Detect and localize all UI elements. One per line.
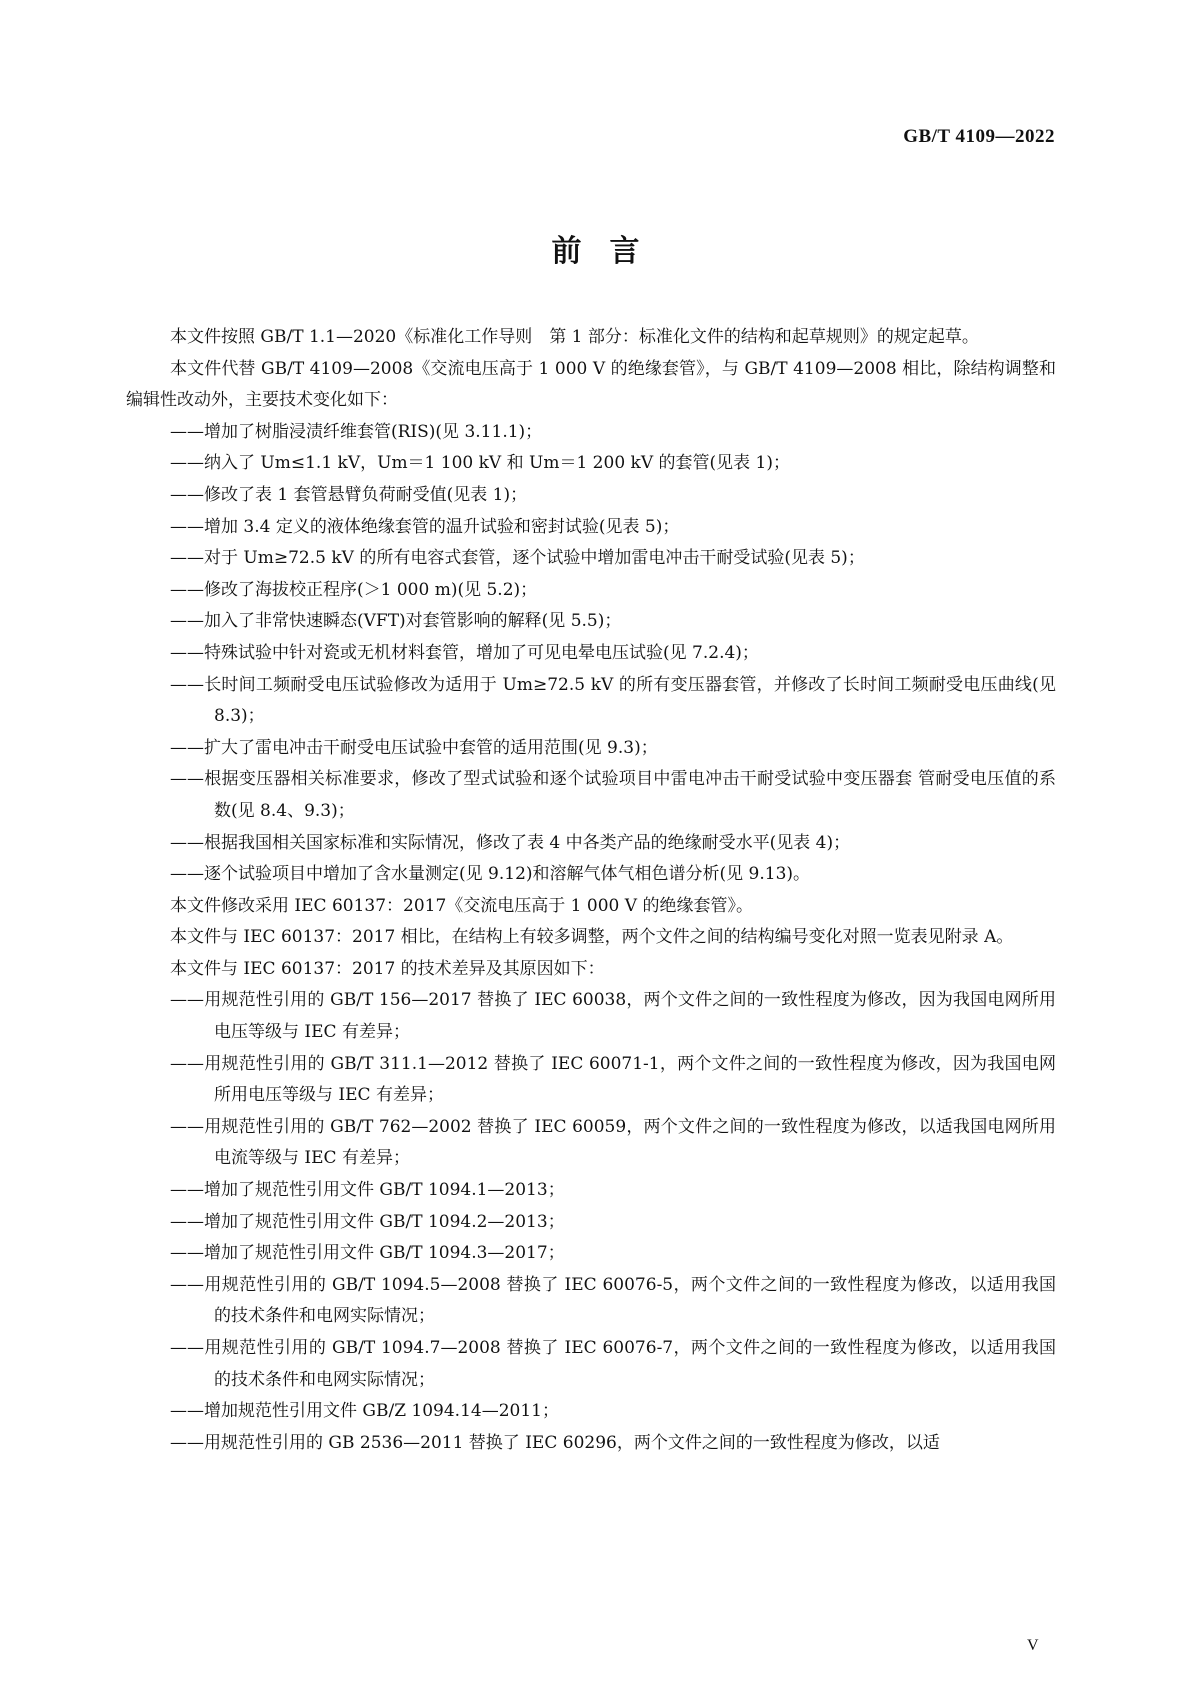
list-item: ——增加规范性引用文件 GB/Z 1094.14—2011； bbox=[170, 1401, 559, 1422]
list-item: ——增加了树脂浸渍纤维套管(RIS)(见 3.11.1)； bbox=[170, 421, 543, 442]
list-item: ——纳入了 Um≤1.1 kV，Um＝1 100 kV 和 Um＝1 200 kV 的套管(见表 1)； bbox=[170, 453, 791, 474]
list-item: ——根据变压器相关标准要求，修改了型式试验和逐个试验项目中雷电冲击干耐受试验中变压器套 管耐受电压值的系数(见 8.4、9.3)； bbox=[170, 769, 1056, 821]
list-item: ——用规范性引用的 GB/T 1094.7—2008 替换了 IEC 60076-7，两个文件之间的一致性程度为修改，以适用我国的技术条件和电网实际情况； bbox=[170, 1338, 1056, 1390]
paragraph: 本文件按照 GB/T 1.1—2020《标准化工作导则 第 1 部分：标准化文件的结构和起草规则》的规定起草。 bbox=[170, 327, 979, 347]
list-item: ——增加 3.4 定义的液体绝缘套管的温升试验和密封试验(见表 5)； bbox=[170, 516, 680, 537]
list-item: ——用规范性引用的 GB/T 156—2017 替换了 IEC 60038，两个文件之间的一致性程度为修改，因为我国电网所用电压等级与 IEC 有差异； bbox=[170, 990, 1056, 1043]
list-item: ——用规范性引用的 GB 2536—2011 替换了 IEC 60296，两个文件之间的一致性程度为修改，以适 bbox=[170, 1432, 940, 1453]
list-item: ——加入了非常快速瞬态(VFT)对套管影响的解释(见 5.5)； bbox=[170, 611, 622, 632]
page-number: V bbox=[1027, 1637, 1039, 1654]
paragraph: 本文件与 IEC 60137：2017 的技术差异及其原因如下： bbox=[170, 958, 605, 979]
list-item: ——增加了规范性引用文件 GB/T 1094.1—2013； bbox=[170, 1180, 565, 1201]
list-item: ——用规范性引用的 GB/T 762—2002 替换了 IEC 60059，两个文件之间的一致性程度为修改，以适我国电网所用电流等级与 IEC 有差异； bbox=[170, 1116, 1056, 1169]
list-item: ——修改了海拔校正程序(＞1 000 m)(见 5.2)； bbox=[170, 579, 538, 600]
paragraph: 本文件代替 GB/T 4109—2008《交流电压高于 1 000 V 的绝缘套管》，与 GB/T 4109—2008 相比，除结构调整和编辑性改动外，主要技术变化如下： bbox=[126, 358, 1056, 411]
paragraph: 本文件与 IEC 60137：2017 相比，在结构上有较多调整，两个文件之间的结构编号变化对照一览表见附录 A。 bbox=[170, 927, 1014, 948]
list-item: ——特殊试验中针对瓷或无机材料套管，增加了可见电晕电压试验(见 7.2.4)； bbox=[170, 642, 759, 663]
list-item: ——修改了表 1 套管悬臂负荷耐受值(见表 1)； bbox=[170, 484, 528, 505]
list-item: ——根据我国相关国家标准和实际情况，修改了表 4 中各类产品的绝缘耐受水平(见表 4)； bbox=[170, 832, 851, 853]
list-item: ——用规范性引用的 GB/T 1094.5—2008 替换了 IEC 60076-5，两个文件之间的一致性程度为修改，以适用我国的技术条件和电网实际情况； bbox=[170, 1274, 1056, 1327]
list-item: ——逐个试验项目中增加了含水量测定(见 9.12)和溶解气体气相色谱分析(见 9.13)。 bbox=[170, 864, 811, 885]
list-item: ——对于 Um≥72.5 kV 的所有电容式套管，逐个试验中增加雷电冲击干耐受试验(见表 5)； bbox=[170, 548, 865, 569]
list-item: ——扩大了雷电冲击干耐受电压试验中套管的适用范围(见 9.3)； bbox=[170, 737, 658, 758]
list-item: ——用规范性引用的 GB/T 311.1—2012 替换了 IEC 60071-1，两个文件之间的一致性程度为修改，因为我国电网所用电压等级与 IEC 有差异； bbox=[170, 1053, 1056, 1106]
list-item: ——长时间工频耐受电压试验修改为适用于 Um≥72.5 kV 的所有变压器套管，并修改了长时间工频耐受电压曲线(见 8.3)； bbox=[170, 674, 1056, 727]
document-body bbox=[126, 322, 1056, 1459]
list-item: ——增加了规范性引用文件 GB/T 1094.2—2013； bbox=[170, 1211, 565, 1232]
standard-code: GB/T 4109—2022 bbox=[903, 126, 1055, 147]
page-title: 前言 bbox=[551, 234, 668, 269]
list-item: ——增加了规范性引用文件 GB/T 1094.3—2017； bbox=[170, 1243, 565, 1264]
paragraph: 本文件修改采用 IEC 60137：2017《交流电压高于 1 000 V 的绝缘套管》。 bbox=[170, 895, 753, 916]
